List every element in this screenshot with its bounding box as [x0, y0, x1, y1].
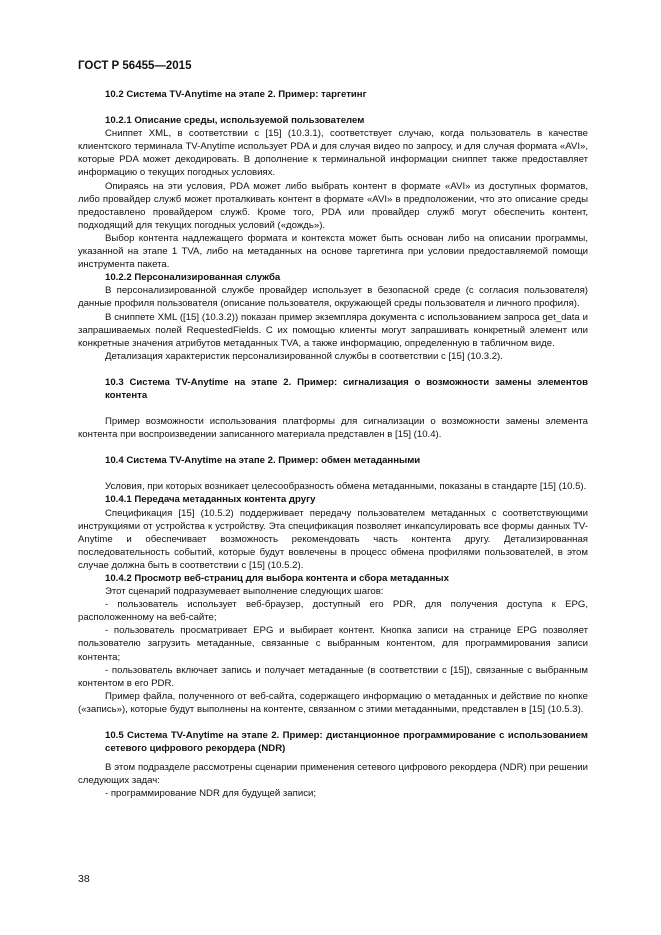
paragraph: Пример возможности использования платформы для сигнализации о возможности замены элемента контента при воспроизведении записанного материала представлен в [15] (10.4).: [78, 416, 588, 441]
paragraph: Опираясь на эти условия, PDA может либо выбрать контент в формате «AVI» из доступных форматов, либо провайдер служб может проталкивать контент в формате «AVI» в предположении, что это описание среды предоставлено провайдером служб. Кроме того, PDA или провайдер служб могут обеспечить контент, подходящий для текущих погодных условий («дождь»).: [78, 180, 588, 231]
paragraph: В этом подразделе рассмотрены сценарии применения сетевого цифрового рекордера (NDR) при решении следующих задач:: [78, 762, 588, 787]
paragraph: Пример файла, полученного от веб-сайта, содержащего информацию о метаданных и действие по кнопке («запись»), которые будут выполнены на контенте, связанном с этими метаданными, представлен в [15] (10.5.3).: [78, 690, 588, 715]
body-text: [78, 88, 588, 801]
list-item: - пользователь просматривает EPG и выбирает контент. Кнопка записи на странице EPG позволяет пользователю загрузить метаданные, связанные с выбранным контентом, для программирования записи контента;: [78, 625, 588, 663]
page-number: 38: [78, 873, 90, 885]
subsection-heading-10-2-1: 10.2.1 Описание среды, используемой пользователем: [105, 115, 365, 127]
section-heading-10-5: 10.5 Система TV-Anytime на этапе 2. Пример: дистанционное программирование с использованием сетевого цифрового рекордера (NDR): [105, 730, 588, 755]
paragraph: Условия, при которых возникает целесообразность обмена метаданными, показаны в стандарте [15] (10.5).: [105, 481, 587, 493]
paragraph: В сниппете XML ([15] (10.3.2)) показан пример экземпляра документа с использованием запроса get_data и запрашиваемых полей RequestedFields. С их помощью клиенты могут запрашивать конкретный элемент или конкретные значения атрибутов метаданных TVA, а также информацию, определенную в табличном виде.: [78, 311, 588, 349]
subsection-heading-10-4-2: 10.4.2 Просмотр веб-страниц для выбора контента и сбора метаданных: [105, 573, 449, 584]
paragraph: Спецификация [15] (10.5.2) поддерживает передачу пользователем метаданных с соответствующими инструкциями от устройства к устройству. Эта спецификация позволяет инкапсулировать все формы данных TV-Anytime и обеспечивает возможность рекомендовать часть контента другу. Детализированная последовательность событий, которые будут вовлечены в процесс обмена профилями пользователей, в этом случае должна быть в соответствии с [15] (10.5.2).: [78, 507, 588, 571]
list-item: - пользователь включает запись и получает метаданные (в соответствии с [15]), связанные с выбранным контентом в его PDR.: [78, 664, 588, 689]
list-item: - пользователь использует веб-браузер, доступный его PDR, для получения доступа к EPG, расположенному на веб-сайте;: [78, 599, 588, 624]
running-header: ГОСТ Р 56455—2015: [78, 60, 192, 72]
paragraph: Детализация характеристик персонализированной службы в соответствии с [15] (10.3.2).: [105, 350, 503, 362]
subsection-heading-10-2-2: 10.2.2 Персонализированная служба: [105, 272, 281, 284]
paragraph: Выбор контента надлежащего формата и контекста может быть основан либо на описании программы, указанной на этапе 1 TVA, либо на метаданных на основе таргетинга при условии предоставляемой помощи инструмента пакета.: [78, 232, 588, 271]
paragraph: Этот сценарий подразумевает выполнение следующих шагов:: [105, 586, 384, 598]
paragraph: В персонализированной службе провайдер использует в безопасной среде (с согласия пользователя) данные профиля пользователя (описание пользователя, окружающей среды пользователя и личного профиля).: [78, 285, 588, 310]
section-heading-10-3: 10.3 Система TV-Anytime на этапе 2. Пример: сигнализация о возможности замены элементов контента: [105, 376, 588, 401]
paragraph: Сниппет XML, в соответствии с [15] (10.3.1), соответствует случаю, когда пользователь в качестве клиентского терминала TV-Anytime использует PDA и для случая видео по запросу, и для случая формата «AVI», которые PDA может декодировать. В дополнение к терминальной информации сниппет также предоставляет информацию о текущих погодных условиях.: [78, 128, 588, 179]
list-item: - программирование NDR для будущей записи;: [105, 788, 317, 800]
section-heading-10-2: 10.2 Система TV-Anytime на этапе 2. Пример: таргетинг: [105, 89, 367, 100]
subsection-heading-10-4-1: 10.4.1 Передача метаданных контента другу: [105, 494, 316, 506]
section-heading-10-4: 10.4 Система TV-Anytime на этапе 2. Пример: обмен метаданными: [105, 455, 421, 467]
